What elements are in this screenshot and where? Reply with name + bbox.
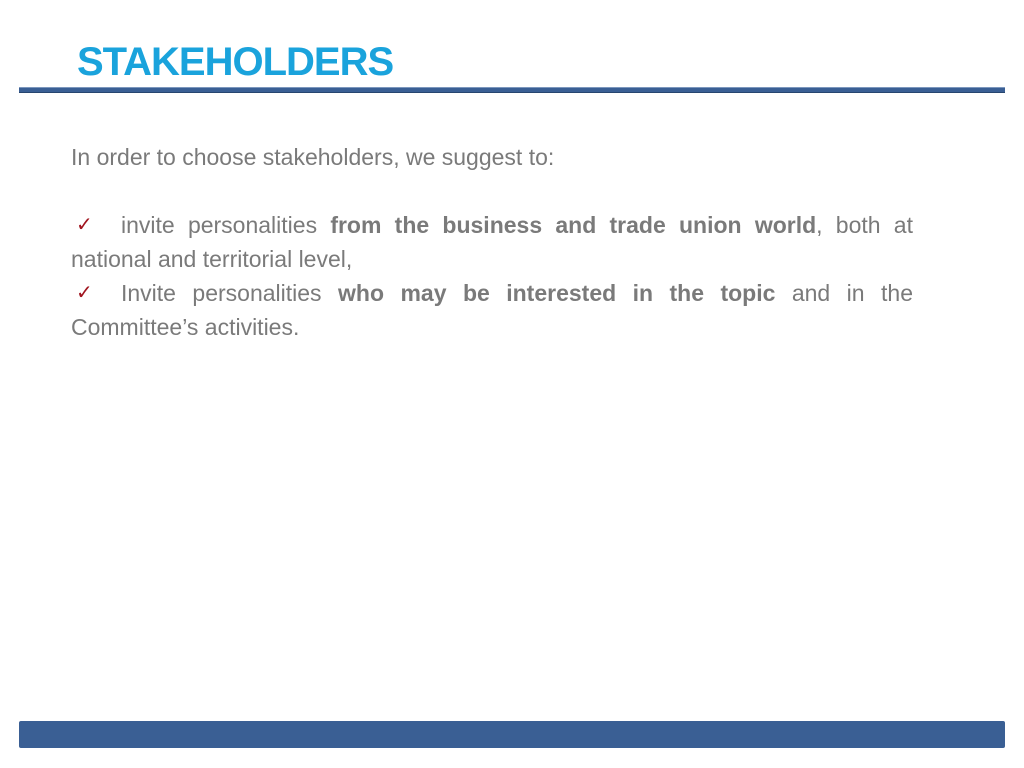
intro-text: In order to choose stakeholders, we suggest to:: [71, 144, 555, 170]
slide-title: STAKEHOLDERS: [77, 40, 394, 84]
bullet-emphasis: from the business and trade union world: [330, 212, 817, 238]
slide-body: [71, 140, 913, 344]
bullet-emphasis: who may be interested in the topic: [338, 280, 776, 306]
bullet-text: Invite personalities: [121, 280, 339, 306]
footer-bar: [19, 721, 1005, 748]
checkmark-icon: ✓: [76, 282, 93, 304]
checkmark-icon: ✓: [76, 214, 93, 236]
bullet-item: [71, 276, 913, 344]
title-divider: [19, 87, 1005, 93]
bullet-item: [71, 208, 913, 276]
bullet-text: and in the Committee’s activities.: [71, 280, 913, 340]
bullet-text: invite personalities: [121, 212, 331, 238]
bullet-text: , both at national and territorial level,: [71, 212, 913, 272]
